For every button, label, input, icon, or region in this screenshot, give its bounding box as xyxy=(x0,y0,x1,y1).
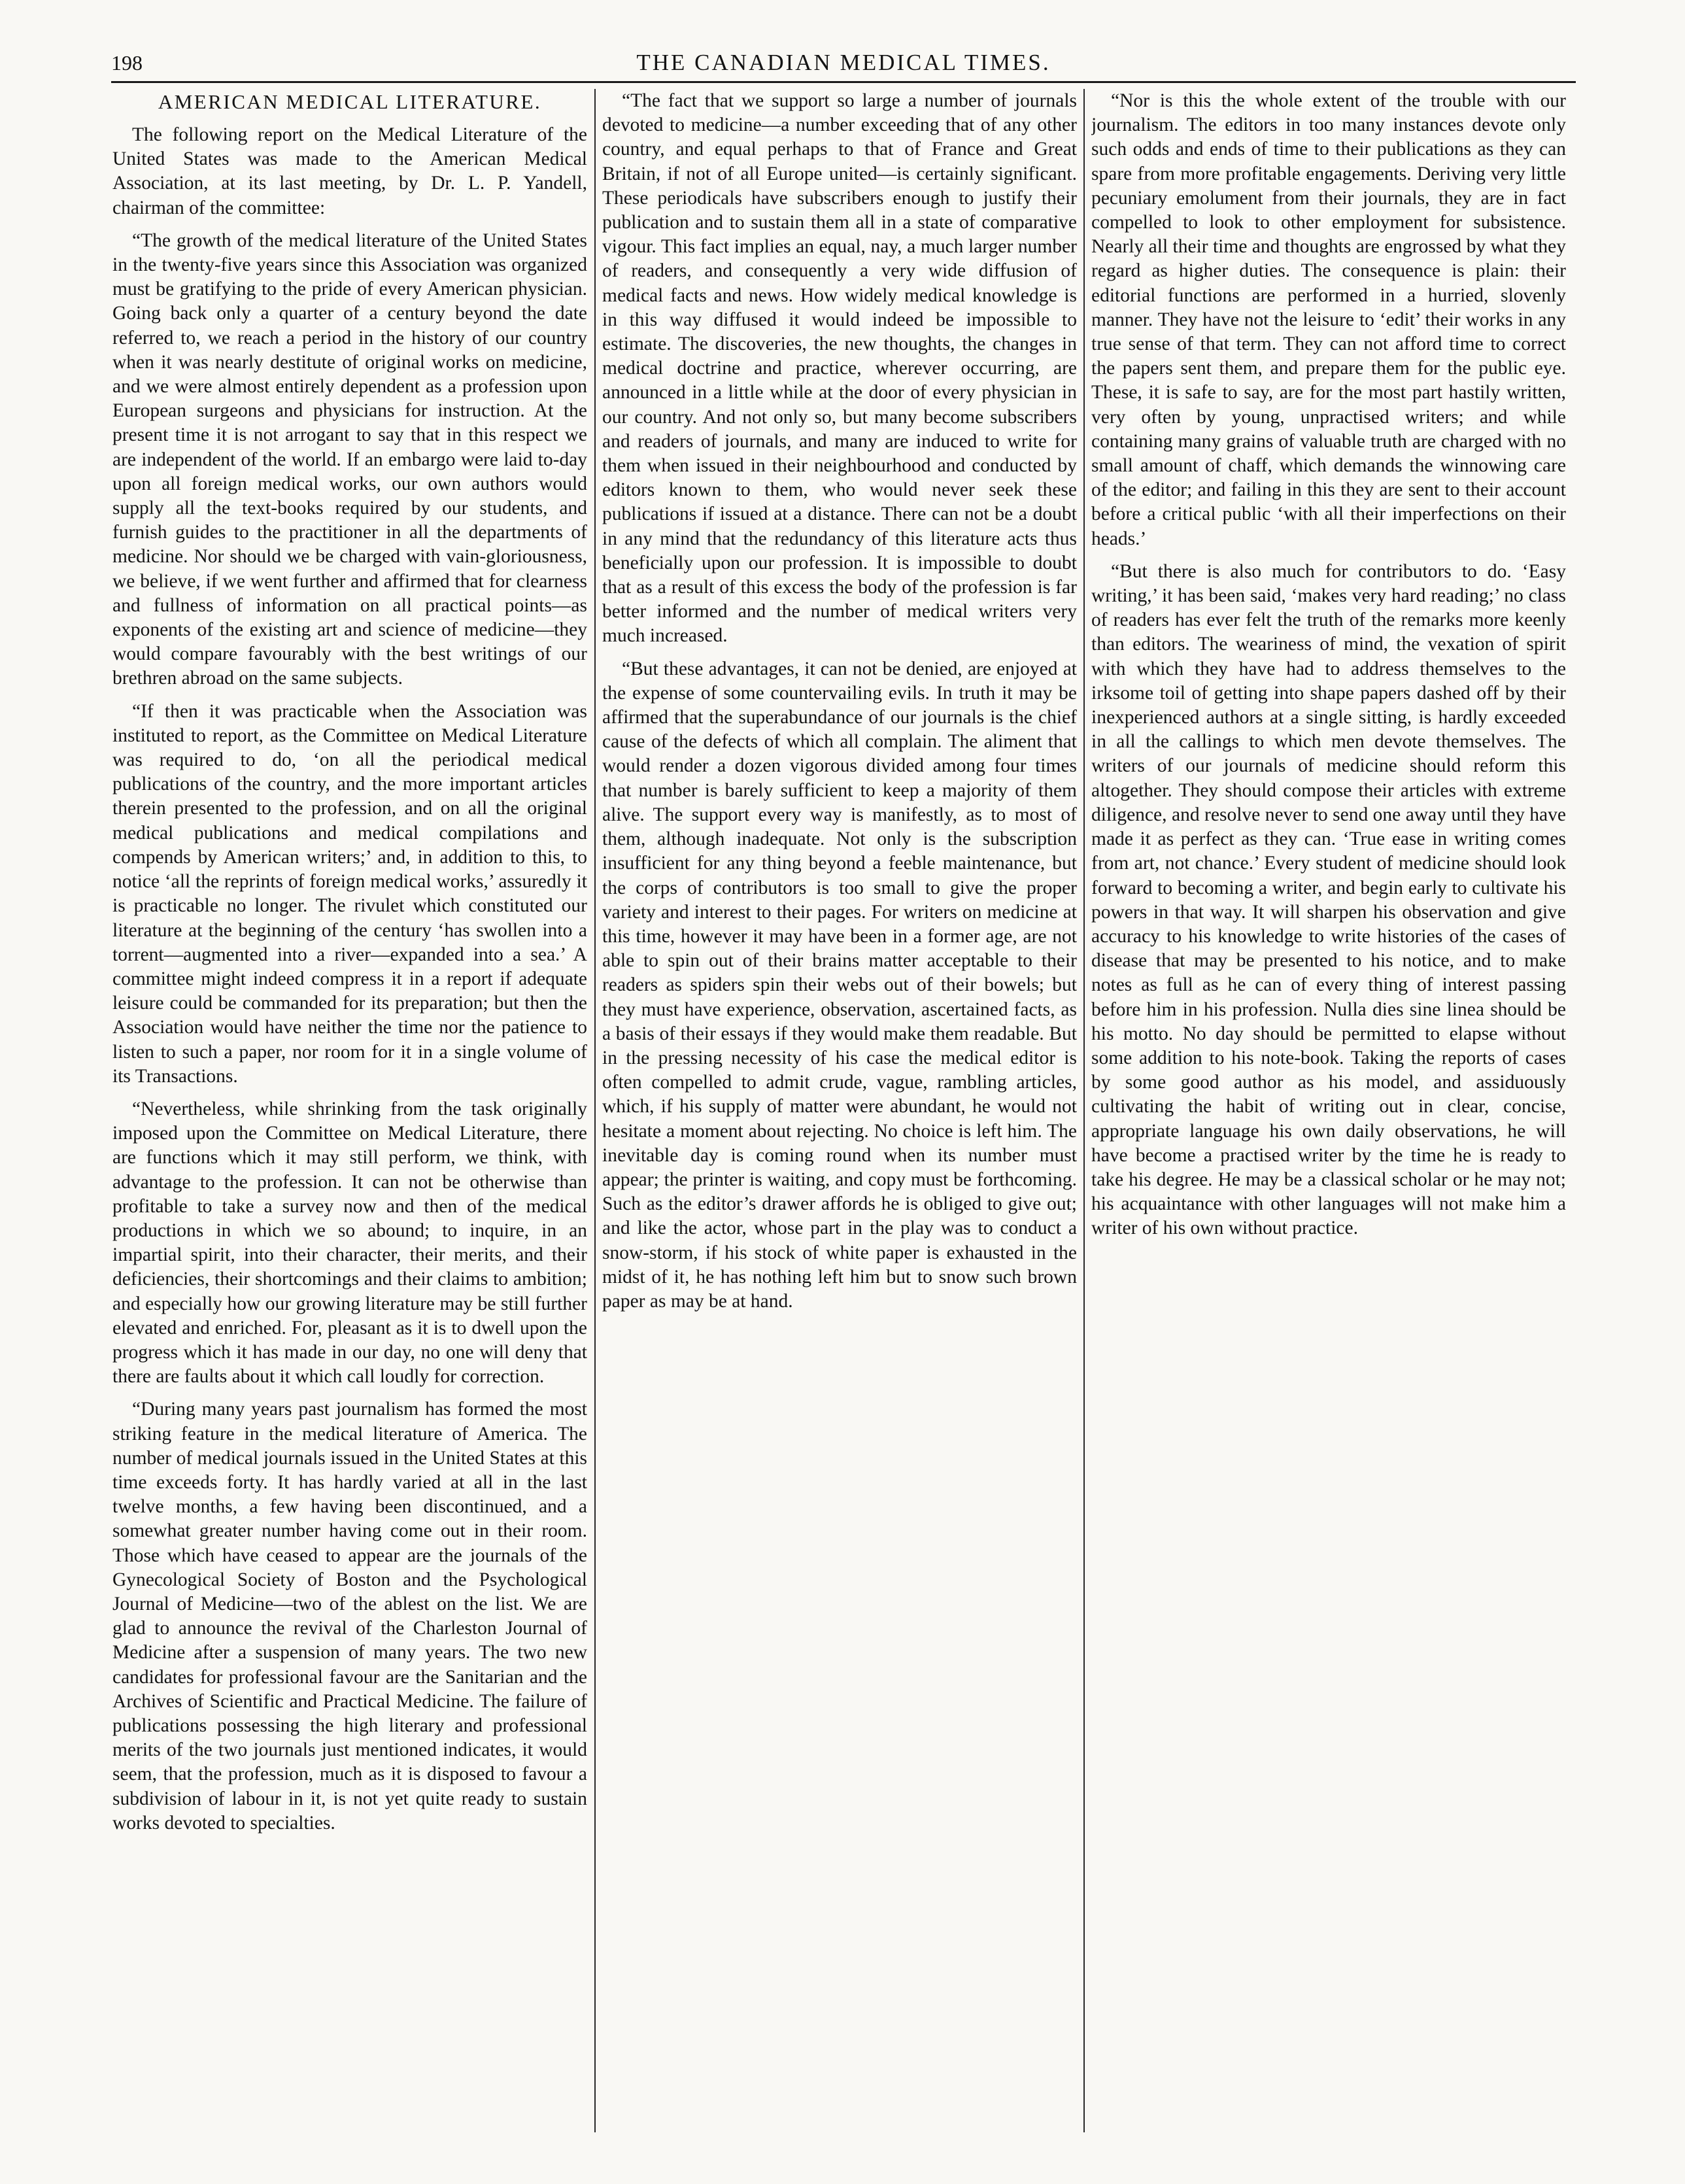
paragraph: “The fact that we support so large a number of journals devoted to medicine—a number exceeding that of any other country, and equal perhaps to that of France and Great Britain, if not of all Europe united—is certainly significant. These periodicals have subscribers enough to justify their publication and to sustain them all in a state of comparative vigour. This fact implies an equal, nay, a much larger number of readers, and consequently a very wide diffusion of medical facts and news. How widely medical knowledge is in this way diffused it would indeed be impossible to estimate. The discoveries, the new thoughts, the changes in medical doctrine and practice, wherever occurring, are announced in a little while at the door of every physician in our country. And not only so, but many become subscribers and readers of journals, and many are induced to write for them when issued in their neighbourhood and conducted by editors known to them, who would never seek these publications if issued at a distance. There can not be a doubt in any mind that the redundancy of this literature acts thus beneficially upon our profession. It is impossible to doubt that as a result of this excess the body of the profession is far better informed and the number of medical writers very much increased. xyxy=(602,90,1077,647)
text-column-3 xyxy=(1091,89,1566,2132)
paragraph: “Nevertheless, while shrinking from the task originally imposed upon the Committee on Medical Literature, there are functions which it may still perform, we think, with advantage to the profession. It can not be otherwise than profitable to take a survey now and then of the medical productions in which we so abound; to inquire, in an impartial spirit, into their character, their merits, and their deficiencies, their shortcomings and their claims to ambition; and especially how our growing literature may be still further elevated and enriched. For, pleasant as it is to dwell upon the progress which it has made in our day, no one will deny that there are faults about it which call loudly for correction. xyxy=(112,1098,587,1388)
paragraph: “During many years past journalism has formed the most striking feature in the medical literature of America. The number of medical journals issued in the United States at this time exceeds forty. It has hardly varied at all in the last twelve months, a few having been discontinued, and a somewhat greater number having come out in their room. Those which have ceased to appear are the journals of the Gynecological Society of Boston and the Psychological Journal of Medicine—two of the ablest on the list. We are glad to announce the revival of the Charleston Journal of Medicine after a suspension of many years. The two new candidates for professional favour are the Sanitarian and the Archives of Scientific and Practical Medicine. The failure of publications possessing the high literary and professional merits of the two journals just mentioned indicates, it would seem, that the profession, much as it is disposed to favour a subdivision of labour in it, is not yet quite ready to sustain works devoted to specialties. xyxy=(112,1399,587,1834)
paragraph: “If then it was practicable when the Association was instituted to report, as the Committee on Medical Literature was required to do, ‘on all the periodical medical publications of the country, and the more important articles therein presented to the profession, and on all the original medical publications and medical compilations and compends by American writers;’ and, in addition to this, to notice ‘all the reprints of foreign medical works,’ assuredly it is practicable no longer. The rivulet which constituted our literature at the beginning of the century ‘has swollen into a torrent—augmented into a river—expanded into a sea.’ A committee might indeed compress it in a report if adequate leisure could be commanded for its preparation; but then the Association would have neither the time nor the patience to listen to such a paper, nor room for it in a single volume of its Transactions. xyxy=(112,700,587,1087)
paragraph: The following report on the Medical Literature of the United States was made to the American Medical Association, at its last meeting, by Dr. L. P. Yandell, chairman of the committee: xyxy=(112,124,587,218)
paragraph: “The growth of the medical literature of the United States in the twenty-five years since this Association was organized must be gratifying to the pride of every American physician. Going back only a quarter of a century beyond the date referred to, we reach a period in the history of our country when it was nearly destitute of original works on medicine, and we were almost entirely dependent as a profession upon European surgeons and physicians for instruction. At the present time it is not arrogant to say that in this respect we are independent of the world. If an embargo were laid to-day upon all foreign medical works, our own authors would supply all the text-books required by our students, and furnish guides to the practitioner in all the departments of medicine. Nor should we be charged with vain-gloriousness, we believe, if we went further and affirmed that for clearness and fullness of information on all practical points—as exponents of the existing art and science of medicine—they would compare favourably with the best writings of our brethren abroad on the same subjects. xyxy=(112,230,587,689)
header-rule xyxy=(111,81,1576,83)
page-header xyxy=(111,50,1576,80)
running-title: THE CANADIAN MEDICAL TIMES. xyxy=(636,50,1051,75)
page-number: 198 xyxy=(111,51,143,75)
column-divider xyxy=(1083,89,1085,2132)
paragraph: “But these advantages, it can not be denied, are enjoyed at the expense of some countervailing evils. In truth it may be affirmed that the superabundance of our journals is the chief cause of the defects of which all complain. The aliment that would render a dozen vigorous divided among four times that number is barely sufficient to keep a majority of them alive. The support every way is manifestly, as to most of them, although inadequate. Not only is the subscription insufficient for any thing beyond a feeble maintenance, but the corps of contributors is too small to give the proper variety and interest to their pages. For writers on medicine at this time, however it may have been in a former age, are not able to spin out of their brains matter acceptable to their readers as spiders spin their webs out of their bowels; but they must have experience, observation, ascertained facts, as a basis of their essays if they would make them readable. But in the pressing necessity of his case the medical editor is often compelled to admit crude, vague, rambling articles, which, if his supply of matter were abundant, he would not hesitate a moment about rejecting. No choice is left him. The inevitable day is coming round when its number must appear; the printer is waiting, and copy must be forthcoming. Such as the editor’s drawer affords he is obliged to give out; and like the actor, whose part in the play was to conduct a snow-storm, if his stock of white paper is exhausted in the midst of it, he has nothing left him but to snow such brown paper as may be at hand. xyxy=(602,658,1077,1312)
text-column-1 xyxy=(112,89,587,2132)
paragraph: “Nor is this the whole extent of the trouble with our journalism. The editors in too many instances devote only such odds and ends of time to their publications as they can spare from more profitable engagements. Deriving very little pecuniary emolument from their journals, they are in fact compelled to look to other employment for subsistence. Nearly all their time and thoughts are engrossed by what they regard as higher duties. The consequence is plain: their editorial functions are performed in a hurried, slovenly manner. They have not the leisure to ‘edit’ their works in any true sense of that term. They can not afford time to correct the papers sent them, and prepare them for the public eye. These, it is safe to say, are for the most part hastily written, very often by young, unpractised writers; and while containing many grains of valuable truth are charged with no small amount of chaff, which demands the winnowing care of the editor; and failing in this they are sent to their account before a critical public ‘with all their imperfections on their heads.’ xyxy=(1091,90,1566,549)
column-divider xyxy=(594,89,596,2132)
text-column-2 xyxy=(602,89,1077,2132)
paragraph: “But there is also much for contributors to do. ‘Easy writing,’ it has been said, ‘makes very hard reading;’ no class of readers has ever felt the truth of the remarks more keenly than editors. The weariness of mind, the vexation of spirit with which they have had to address themselves to the irksome toil of getting into shape papers dashed off by their inexperienced authors at a single sitting, is hardly exceeded in all the callings to which men devote themselves. The writers of our journals of medicine should reform this altogether. They should compose their articles with extreme diligence, and resolve never to send one away until they have made it as perfect as they can. ‘True ease in writing comes from art, not chance.’ Every student of medicine should look forward to becoming a writer, and begin early to cultivate his powers in that way. It will sharpen his observation and give accuracy to his knowledge to write histories of the cases of disease that may be presented to his notice, and to make notes as full as he can of every thing of interest passing before him in his profession. Nulla dies sine linea should be his motto. No day should be permitted to elapse without some addition to his note-book. Taking the reports of cases by some good author as his model, and assiduously cultivating the habit of writing out in clear, concise, appropriate language his own daily observations, he will have become a practised writer by the time he is ready to take his degree. He may be a classical scholar or he may not; his acquaintance with other languages will not make him a writer of his own without practice. xyxy=(1091,560,1566,1239)
article-title: AMERICAN MEDICAL LITERATURE. xyxy=(158,90,542,113)
